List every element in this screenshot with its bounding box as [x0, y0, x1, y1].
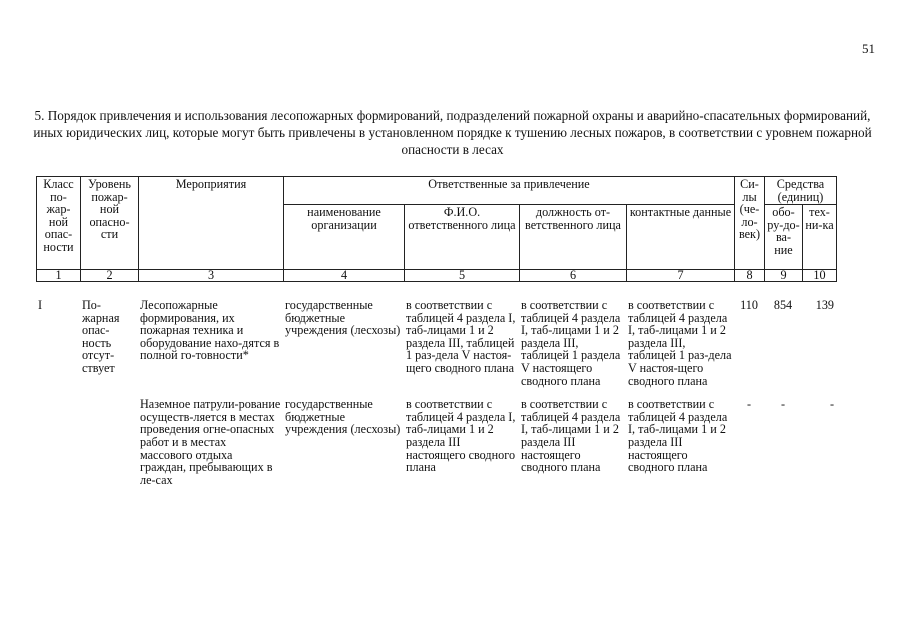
cell-forces: 110 [740, 298, 758, 312]
cell-fio: в соответствии с таблицей 4 раздела I, таб-лицами 1 и 2 раздела III настоящего сводного плана [406, 397, 516, 475]
column-numbers-row [37, 270, 837, 282]
section-title: 5. Порядок привлечения и использования лесопожарных формирований, подразделений пожарной охраны и аварийно-спасательных формирований, иных юридических лиц, которые могут быть привлечены в установленном порядке к тушению лесных пожаров, в соответствии с уровнем пожарной опасности в лесах [33, 108, 872, 157]
cell-contacts: в соответствии с таблицей 4 раздела I, таб-лицами 1 и 2 раздела III, таблицей 1 раз-дела V настоя-щего сводного плана [628, 298, 732, 388]
table-row [36, 299, 836, 387]
header-forces: Си-лы (че-ло-век) [735, 177, 765, 270]
cell-technics: 139 [815, 298, 834, 312]
cell-fio: в соответствии с таблицей 4 раздела I, таб-лицами 1 и 2 раздела III, таблицей 1 раз-дела V настоя-щего сводного плана [406, 298, 516, 375]
cell-measure: Наземное патрули-рование осуществ-ляется в местах проведения огне-опасных работ и в местах массового отдыха граждан, пребывающих в ле-сах [140, 397, 281, 487]
column-number: 2 [81, 270, 139, 282]
cell-org: государственные бюджетные учреждения (лесхозы) [285, 397, 401, 437]
column-number: 6 [520, 270, 627, 282]
header-contacts: контактные данные [627, 205, 735, 270]
cell-position: в соответствии с таблицей 4 раздела I, таб-лицами 1 и 2 раздела III настоящего сводного плана [521, 397, 621, 475]
cell-equipment: - [780, 397, 786, 412]
cell-position: в соответствии с таблицей 4 раздела I, таб-лицами 1 и 2 раздела III, таблицей 1 раздела V настоящего сводного плана [521, 298, 621, 388]
column-number: 10 [803, 270, 837, 282]
column-number: 5 [405, 270, 520, 282]
header-equipment: обо-ру-до-ва-ние [765, 205, 803, 270]
page-number: 51 [862, 41, 875, 56]
cell-forces: - [746, 397, 752, 412]
data-table [36, 299, 836, 486]
column-number: 4 [284, 270, 405, 282]
cell-technics: - [829, 397, 834, 412]
header-technics: тех-ни-ка [803, 205, 837, 270]
table-row [36, 387, 836, 486]
header-level: Уровень пожар-ной опасно-сти [81, 177, 139, 270]
header-responsible: Ответственные за привлечение [284, 177, 735, 205]
cell-level: По-жарная опас-ность отсут-ствует [82, 298, 120, 375]
column-number: 8 [735, 270, 765, 282]
header-class: Класс по-жар-ной опас-ности [37, 177, 81, 270]
column-number: 1 [37, 270, 81, 282]
cell-equipment: 854 [773, 298, 793, 312]
header-table [36, 176, 837, 282]
header-position: должность от-ветственного лица [520, 205, 627, 270]
column-number: 9 [765, 270, 803, 282]
cell-contacts: в соответствии с таблицей 4 раздела I, таб-лицами 1 и 2 раздела III настоящего сводного плана [628, 397, 728, 475]
cell-org: государственные бюджетные учреждения (лесхозы) [285, 298, 401, 338]
cell-level [80, 387, 138, 486]
column-number: 3 [139, 270, 284, 282]
cell-class [36, 387, 80, 486]
header-fio: Ф.И.О. ответственного лица [405, 205, 520, 270]
column-number: 7 [627, 270, 735, 282]
header-means: Средства (единиц) [765, 177, 837, 205]
header-measures: Мероприятия [139, 177, 284, 270]
cell-measure: Лесопожарные формирования, их пожарная техника и оборудование нахо-дятся в полной го-товности* [140, 298, 280, 363]
cell-class: I [38, 298, 43, 312]
header-org-name: наименование организации [284, 205, 405, 270]
